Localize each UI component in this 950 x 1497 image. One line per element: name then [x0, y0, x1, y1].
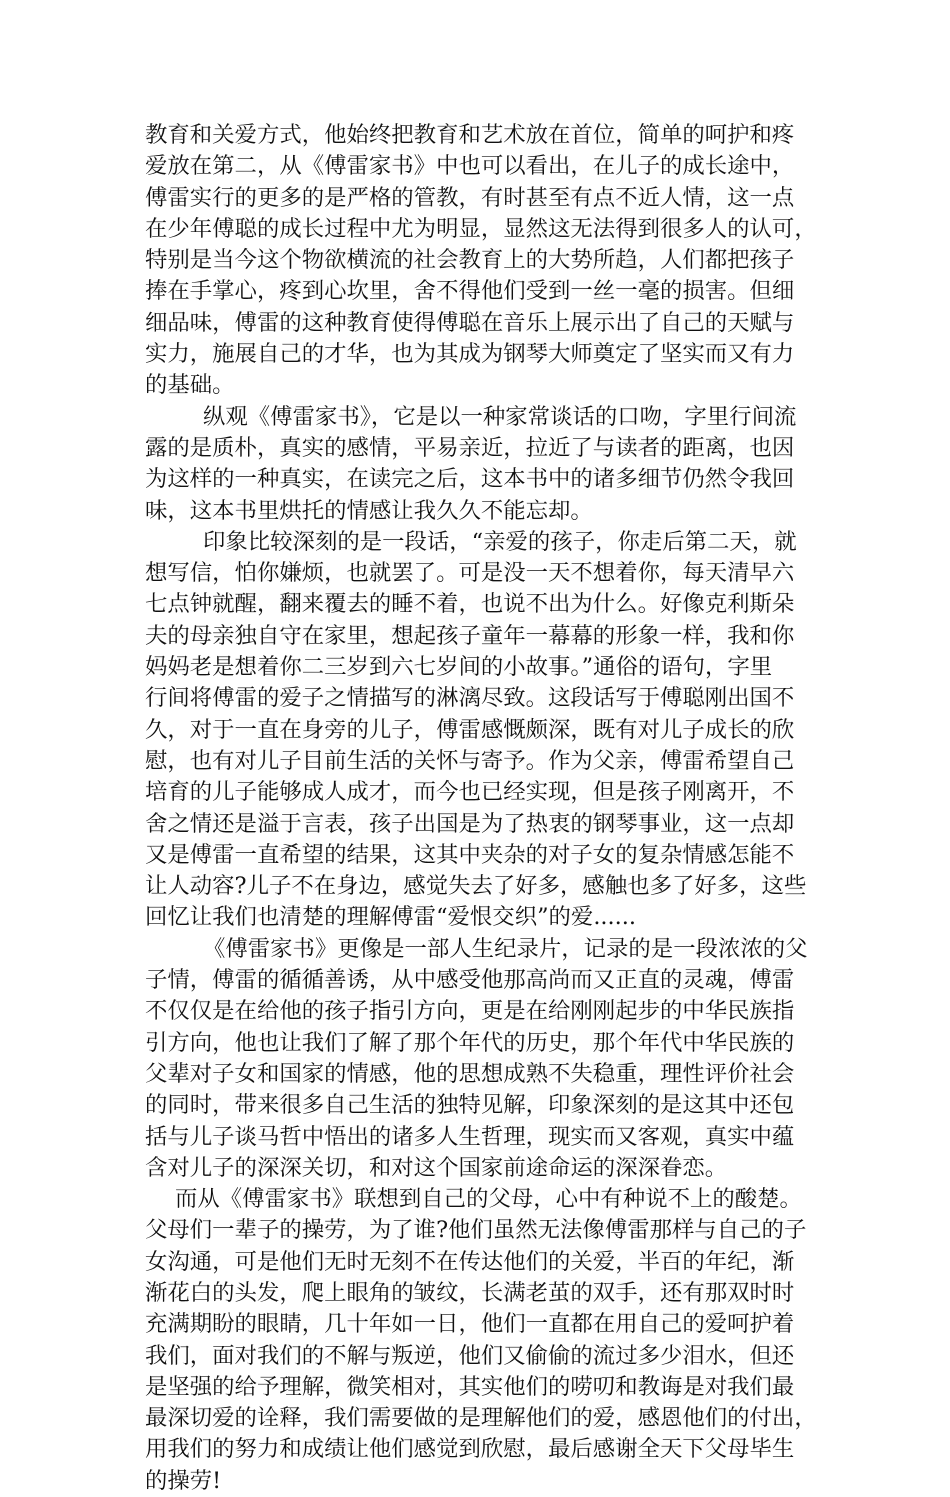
text-line: 用我们的努力和成绩让他们感觉到欣慰，最后感谢全天下父母毕生: [145, 1436, 795, 1463]
text-line: 充满期盼的眼睛，几十年如一日，他们一直都在用自己的爱呵护着: [145, 1311, 795, 1338]
text-line: 特别是当今这个物欲横流的社会教育上的大势所趋，人们都把孩子: [145, 247, 795, 274]
text-line: 而从《傅雷家书》联想到自己的父母，心中有种说不上的酸楚。: [175, 1186, 802, 1213]
paragraph-parents: [145, 1184, 835, 1497]
text-line: 捧在手掌心，疼到心坎里，舍不得他们受到一丝一毫的损害。但细: [145, 278, 795, 305]
text-line: 行间将傅雷的爱子之情描写的淋漓尽致。这段话写于傅聪刚出国不: [145, 685, 795, 712]
text-line: 的同时，带来很多自己生活的独特见解，印象深刻的是这其中还包: [145, 1092, 795, 1119]
text-line: 我们，面对我们的不解与叛逆，他们又偷偷的流过多少泪水，但还: [145, 1342, 795, 1369]
text-line: 回忆让我们也清楚的理解傅雷“爱恨交织”的爱......: [145, 904, 637, 931]
text-line: 不仅仅是在给他的孩子指引方向，更是在给刚刚起步的中华民族指: [145, 998, 795, 1025]
text-line: 久，对于一直在身旁的儿子，傅雷感慨颇深，既有对儿子成长的欣: [145, 716, 795, 743]
paragraph-education: [145, 120, 835, 402]
text-line: 让人动容?儿子不在身边，感觉失去了好多，感触也多了好多，这些: [145, 873, 807, 900]
text-line: 最深切爱的诠释，我们需要做的是理解他们的爱，感恩他们的付出，: [145, 1405, 817, 1432]
text-line: 味，这本书里烘托的情感让我久久不能忘却。: [145, 497, 593, 524]
text-line: 《傅雷家书》更像是一部人生纪录片，记录的是一段浓浓的父: [203, 935, 808, 962]
text-line: 引方向，他也让我们了解了那个年代的历史，那个年代中华民族的: [145, 1029, 795, 1056]
text-line: 傅雷实行的更多的是严格的管教，有时甚至有点不近人情，这一点: [145, 184, 795, 211]
text-line: 爱放在第二，从《傅雷家书》中也可以看出，在儿子的成长途中，: [145, 153, 795, 180]
text-line: 培育的儿子能够成人成才，而今也已经实现，但是孩子刚离开，不: [145, 779, 795, 806]
text-line: 括与儿子谈马哲中悟出的诸多人生哲理，现实而又客观，真实中蕴: [145, 1123, 795, 1150]
text-line: 纵观《傅雷家书》，它是以一种家常谈话的口吻，字里行间流: [203, 403, 797, 430]
text-line: 子情，傅雷的循循善诱，从中感受他那高尚而又正直的灵魂，傅雷: [145, 967, 795, 994]
text-line: 露的是质朴，真实的感情，平易亲近，拉近了与读者的距离，也因: [145, 434, 795, 461]
text-line: 又是傅雷一直希望的结果，这其中夹杂的对子女的复杂情感怎能不: [145, 841, 795, 868]
text-line: 女沟通，可是他们无时无刻不在传达他们的关爱，半百的年纪，渐: [145, 1248, 795, 1275]
paragraph-documentary: [145, 934, 835, 1184]
document-page: [145, 120, 835, 1497]
text-line: 舍之情还是溢于言表，孩子出国是为了热衷的钢琴事业，这一点却: [145, 810, 795, 837]
text-line: 细品味，傅雷的这种教育使得傅聪在音乐上展示出了自己的天赋与: [145, 309, 795, 336]
text-line: 是坚强的给予理解，微笑相对，其实他们的唠叨和教诲是对我们最: [145, 1373, 795, 1400]
text-line: 七点钟就醒，翻来覆去的睡不着，也说不出为什么。好像克利斯朵: [145, 591, 795, 618]
text-line: 为这样的一种真实，在读完之后，这本书中的诸多细节仍然令我回: [145, 466, 795, 493]
text-line: 的操劳!: [145, 1467, 222, 1494]
text-line: 想写信，怕你嫌烦，也就罢了。可是没一天不想着你，每天清早六: [145, 560, 795, 587]
text-line: 妈妈老是想着你二三岁到六七岁间的小故事。”通俗的语句，字里: [145, 654, 773, 681]
text-line: 父辈对子女和国家的情感，他的思想成熟不失稳重，理性评价社会: [145, 1060, 795, 1087]
text-line: 父母们一辈子的操劳，为了谁?他们虽然无法像傅雷那样与自己的子: [145, 1217, 807, 1244]
paragraph-quote: [145, 527, 835, 934]
text-line: 渐花白的头发，爬上眼角的皱纹，长满老茧的双手，还有那双时时: [145, 1279, 795, 1306]
text-line: 慰，也有对儿子目前生活的关怀与寄予。作为父亲，傅雷希望自己: [145, 747, 795, 774]
text-line: 印象比较深刻的是一段话，“亲爱的孩子，你走后第二天，就: [203, 528, 797, 555]
text-line: 实力，施展自己的才华，也为其成为钢琴大师奠定了坚实而又有力: [145, 341, 795, 368]
text-line: 在少年傅聪的成长过程中尤为明显，显然这无法得到很多人的认可，: [145, 215, 817, 242]
text-line: 教育和关爱方式，他始终把教育和艺术放在首位，简单的呵护和疼: [145, 122, 795, 148]
text-line: 的基础。: [145, 372, 235, 399]
text-line: 夫的母亲独自守在家里，想起孩子童年一幕幕的形象一样，我和你: [145, 622, 795, 649]
text-line: 含对儿子的深深关切，和对这个国家前途命运的深深眷恋。: [145, 1154, 728, 1181]
paragraph-overview: [145, 402, 835, 527]
